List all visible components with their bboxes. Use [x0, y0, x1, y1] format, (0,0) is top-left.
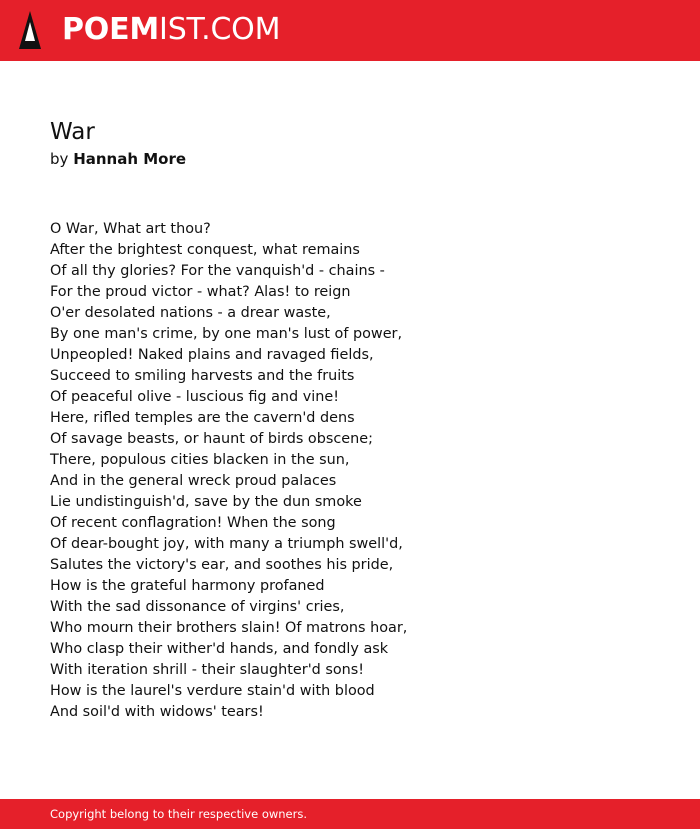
poem-text — [50, 219, 670, 723]
poem-line: With iteration shrill - their slaughter'd sons! — [50, 662, 365, 678]
poem-line: Unpeopled! Naked plains and ravaged fields, — [50, 347, 374, 363]
poem-line: Here, rifled temples are the cavern'd dens — [50, 410, 355, 426]
byline-label: by — [50, 150, 69, 168]
poem-line: O War, What art thou? — [50, 221, 211, 237]
poem-line: Succeed to smiling harvests and the fruits — [50, 368, 355, 384]
poem-line: Salutes the victory's ear, and soothes his pride, — [50, 557, 394, 573]
site-header — [0, 0, 700, 61]
site-footer — [0, 799, 700, 829]
poem-byline — [50, 150, 186, 168]
poem-line: Of peaceful olive - luscious fig and vine! — [50, 389, 340, 405]
site-logo[interactable] — [62, 13, 280, 47]
poem-line: Lie undistinguish'd, save by the dun smoke — [50, 494, 362, 510]
poem-line: For the proud victor - what? Alas! to reign — [50, 284, 351, 300]
poem-line: Of savage beasts, or haunt of birds obscene; — [50, 431, 373, 447]
poem-line: How is the grateful harmony profaned — [50, 578, 325, 594]
poem-line: Who clasp their wither'd hands, and fondly ask — [50, 641, 389, 657]
logo-light-text: IST.COM — [159, 12, 281, 47]
poem-line: After the brightest conquest, what remains — [50, 242, 360, 258]
poem-line: By one man's crime, by one man's lust of power, — [50, 326, 403, 342]
poem-line: O'er desolated nations - a drear waste, — [50, 305, 331, 321]
poem-author: Hannah More — [73, 150, 187, 168]
logo-bold-text: POEM — [62, 12, 160, 47]
poem-line: With the sad dissonance of virgins' cries, — [50, 599, 345, 615]
copyright-text: Copyright belong to their respective owners. — [50, 807, 308, 821]
poem-line: Of all thy glories? For the vanquish'd - chains - — [50, 263, 385, 279]
poem-line: There, populous cities blacken in the sun, — [50, 452, 350, 468]
poem-line: Of recent conflagration! When the song — [50, 515, 336, 531]
poem-line: And in the general wreck proud palaces — [50, 473, 337, 489]
pencil-tip-icon — [18, 10, 42, 50]
poem-title: War — [50, 119, 95, 145]
poem-line: Of dear-bought joy, with many a triumph swell'd, — [50, 536, 403, 552]
poem-line: Who mourn their brothers slain! Of matrons hoar, — [50, 620, 408, 636]
poem-line: And soil'd with widows' tears! — [50, 704, 264, 720]
poem-line: How is the laurel's verdure stain'd with blood — [50, 683, 375, 699]
